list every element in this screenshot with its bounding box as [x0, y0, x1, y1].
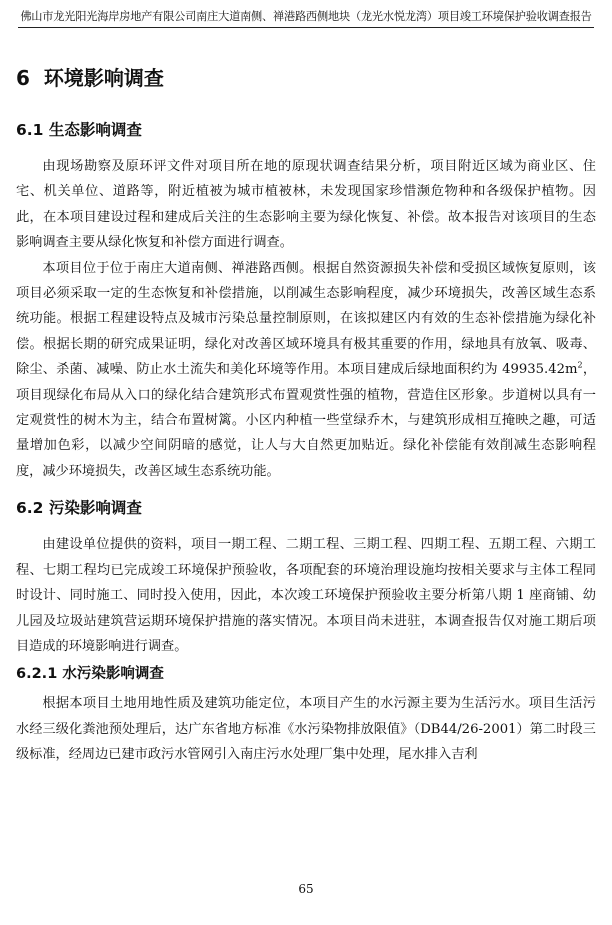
section-number: 6.2: [16, 499, 44, 518]
paragraph-green-area: [16, 256, 596, 485]
section-heading-6-2: [16, 496, 596, 520]
page-content: [16, 64, 596, 768]
section-heading-6-1: [16, 118, 596, 142]
subsection-number: 6.2.1: [16, 666, 58, 683]
paragraph: 由现场勘察及原环评文件对项目所在地的原现状调查结果分析，项目附近区域为商业区、住宅、机关单位、道路等，附近植被为城市植被林，未发现国家珍惜濒危物种和各级保护植物。因此，在本项目建设过程和建成后关注的生态影响主要为绿化恢复、补偿。故本报告对该项目的生态影响调查主要从绿化恢复和补偿方面进行调查。: [16, 159, 596, 251]
area-unit-superscript: 2: [577, 360, 583, 370]
section-title: 生态影响调查: [48, 121, 142, 139]
paragraph-text-after: ，项目现绿化布局从入口的绿化结合建筑形式布置观赏性强的植物，营造住区形象。步道树以具有一定观赏性的树木为主，结合布置树篱。小区内种植一些堂绿乔木，与建筑形成相互掩映之趣，可适量增加色彩，以减少空间阴暗的感觉，让人与大自然更加贴近。绿化补偿能有效削减生态影响程度，减少环境损失，改善区域生态系统功能。: [16, 362, 597, 479]
chapter-title: 环境影响调查: [43, 66, 164, 90]
paragraph: 由建设单位提供的资料，项目一期工程、二期工程、三期工程、四期工程、五期工程、六期工程、七期工程均已完成竣工环境保护预验收，各项配套的环境治理设施均按相关要求与主体工程同时设计、同时施工、同时投入使用，因此，本次竣工环境保护预验收主要分析第八期 1 座商铺、幼儿园及垃圾站建筑营运期环境保护措施的落实情况。本项目尚未进驻，本调查报告仅对施工期后项目造成的环境影响进行调查。: [16, 537, 596, 654]
paragraph-text-before: 本项目位于位于南庄大道南侧、禅港路西侧。根据自然资源损失补偿和受损区域恢复原则，该项目必须采取一定的生态恢复和补偿措施，以削减生态影响程度，减少环境损失，改善区域生态系统功能。根据工程建设特点及城市污染总量控制原则，在该拟建区内有效的生态补偿措施为绿化补偿。根据长期的研究成果证明，绿化对改善区域环境具有极其重要的作用，绿地具有放氧、吸毒、除尘、杀菌、减噪、防止水土流失和美化环境等作用。本项目建成后绿地面积约为 49935.42m: [16, 260, 596, 378]
paragraph: 根据本项目土地用地性质及建筑功能定位，本项目产生的水污源主要为生活污水。项目生活污水经三级化粪池预处理后，达广东省地方标准《水污染物排放限值》（DB44/26-2001）第二时段三级标准，经周边已建市政污水管网引入南庄污水处理厂集中处理，尾水排入吉利: [16, 696, 596, 763]
section-number: 6.1: [16, 121, 44, 139]
section-title: 污染影响调查: [48, 499, 142, 518]
subsection-heading-6-2-1: [16, 663, 596, 685]
header-divider: [18, 27, 594, 28]
chapter-heading: [16, 64, 596, 92]
page-header: 佛山市龙光阳光海岸房地产有限公司南庄大道南侧、禅港路西侧地块（龙光水悦龙湾）项目竣工环境保护验收调查报告: [20, 10, 592, 23]
page-number: 65: [298, 882, 314, 896]
chapter-number: 6: [16, 66, 30, 90]
subsection-title: 水污染影响调查: [62, 666, 164, 683]
